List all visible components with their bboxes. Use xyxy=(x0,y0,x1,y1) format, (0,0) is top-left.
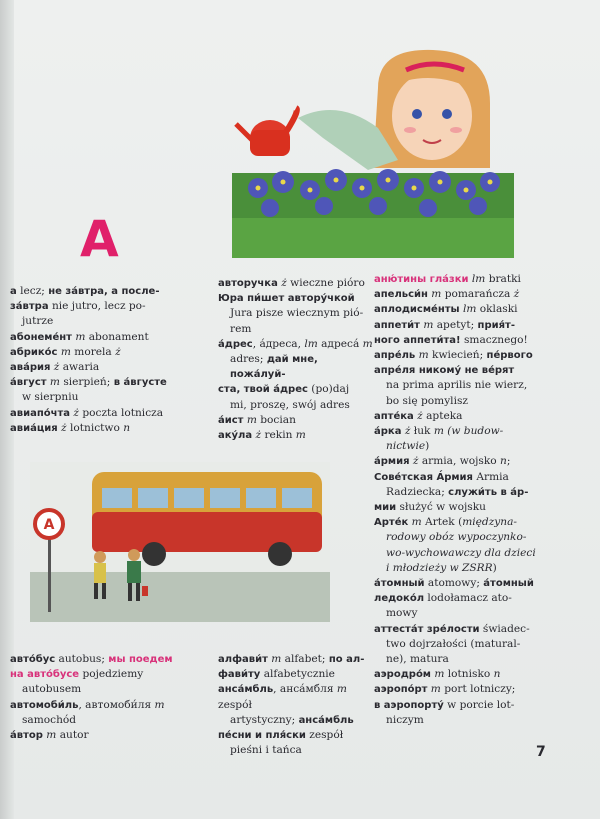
text-run: Арте́к xyxy=(374,517,409,529)
text-run: аэродро́м xyxy=(374,669,431,681)
dictionary-line xyxy=(374,713,574,728)
text-run: ного аппети́та! xyxy=(374,334,461,346)
girl-watering-flowers-illustration xyxy=(228,48,518,263)
text-run: świadec- xyxy=(479,622,530,635)
bus-stop-sign-letter: А xyxy=(43,517,55,533)
dictionary-line xyxy=(10,728,206,743)
text-run: аппети́т xyxy=(374,319,420,331)
text-run: m xyxy=(408,516,422,529)
text-run: адреса́ xyxy=(317,337,363,350)
text-run: а́томный xyxy=(483,578,534,590)
text-run: nie jutro, lecz po- xyxy=(48,300,146,313)
dictionary-line xyxy=(10,713,206,728)
text-run: m xyxy=(42,729,57,742)
text-run: а́вгуст xyxy=(10,377,47,389)
text-run: анса́мбль xyxy=(218,684,274,696)
dictionary-line xyxy=(218,382,376,397)
dictionary-line xyxy=(10,390,206,405)
text-run: в аэропорту́ xyxy=(374,699,444,711)
dictionary-line xyxy=(374,287,574,302)
text-run: аэропо́рт xyxy=(374,684,428,696)
text-run: abonament xyxy=(85,330,149,343)
text-run: pojedziemy xyxy=(79,668,144,681)
text-run: m xyxy=(427,683,441,696)
dictionary-line xyxy=(374,637,574,652)
text-run: ż xyxy=(70,406,79,419)
text-run: ) xyxy=(492,561,497,574)
text-run: rekin xyxy=(261,429,296,442)
text-run: Artek ( xyxy=(421,516,463,529)
text-run: lodołamacz ato- xyxy=(424,592,512,605)
text-run: autor xyxy=(56,729,89,742)
text-run: port lotniczy; xyxy=(440,683,516,696)
dictionary-line xyxy=(374,409,574,424)
dictionary-line xyxy=(10,299,206,314)
text-run: lm xyxy=(459,303,477,316)
dictionary-line xyxy=(218,337,376,352)
dictionary-line xyxy=(10,421,206,436)
text-run: m xyxy=(419,318,434,331)
dictionary-line xyxy=(218,413,376,428)
dictionary-line xyxy=(374,682,574,697)
text-run: апельси́н xyxy=(374,289,428,301)
text-run: а́втор xyxy=(10,730,43,742)
dictionary-line xyxy=(374,698,574,713)
bus-stop-illustration xyxy=(30,462,330,622)
text-run: zespół xyxy=(305,729,344,742)
text-run: sierpień; xyxy=(59,376,114,389)
text-run: абрико́с xyxy=(10,346,58,358)
text-run: Сове́тская А́рмия xyxy=(374,471,473,483)
text-run: Юра пи́шет автору́чкой xyxy=(218,293,355,305)
page-number: 7 xyxy=(536,744,546,760)
text-run: apteka xyxy=(422,409,463,422)
dictionary-line xyxy=(10,314,206,329)
text-run: ż xyxy=(401,425,411,438)
dictionary-line xyxy=(374,363,574,378)
column-2-lower xyxy=(218,652,376,758)
text-run: , автомоби́ля xyxy=(78,698,155,711)
dictionary-line xyxy=(374,622,574,637)
text-run: oklaski xyxy=(476,303,518,316)
text-run: ż xyxy=(409,455,419,468)
text-run: ава́рия xyxy=(10,362,51,374)
dictionary-line xyxy=(374,470,574,485)
dictionary-line xyxy=(10,284,206,299)
text-run: не за́втра, а после- xyxy=(48,286,160,297)
text-run: мии xyxy=(374,502,397,514)
text-run: а xyxy=(10,286,17,297)
text-run: m xyxy=(57,345,71,358)
text-run: ста, твой а́дрес xyxy=(218,384,308,396)
dictionary-line xyxy=(10,682,206,697)
column-3 xyxy=(374,272,574,728)
text-run: фави́ту xyxy=(218,669,261,681)
text-run: Radziecka; xyxy=(386,485,449,498)
dictionary-line xyxy=(10,330,206,345)
text-run: а́томный xyxy=(374,578,425,590)
text-run: (w budow- xyxy=(443,425,504,438)
text-run: апте́ка xyxy=(374,410,414,422)
dictionary-line xyxy=(374,394,574,409)
dictionary-line xyxy=(218,291,376,306)
text-run: анса́мбль xyxy=(298,714,354,726)
text-run: (po)daj xyxy=(307,383,350,396)
dictionary-line xyxy=(218,322,376,337)
text-run: rem xyxy=(230,322,252,335)
dictionary-line xyxy=(218,398,376,413)
text-run: ż xyxy=(115,345,121,358)
text-run: , анса́мбля xyxy=(273,683,337,696)
text-run: służyć w wojsku xyxy=(396,501,486,514)
text-run: авто́бус xyxy=(10,654,56,665)
dictionary-line xyxy=(10,360,206,375)
dictionary-line xyxy=(374,515,574,530)
dictionary-line xyxy=(374,561,574,576)
text-run: pomarańcza xyxy=(441,288,514,301)
text-run: ne), matura xyxy=(386,653,449,666)
text-run: авиапо́чта xyxy=(10,407,71,419)
dictionary-line xyxy=(218,713,376,728)
dictionary-line xyxy=(374,546,574,561)
text-run: пе́рвого xyxy=(486,350,533,362)
dictionary-line xyxy=(374,652,574,667)
dictionary-line xyxy=(218,682,376,712)
text-run: m xyxy=(154,698,165,711)
dictionary-line xyxy=(218,428,376,443)
text-run: Armia xyxy=(472,470,509,483)
dictionary-line xyxy=(374,424,574,439)
text-run: m xyxy=(267,653,282,665)
dictionary-line xyxy=(218,667,376,682)
text-run: авторучка xyxy=(218,278,278,289)
text-run: armia, wojsko xyxy=(418,455,501,468)
text-run: а́рка xyxy=(374,426,402,438)
text-run: апре́ля никому́ не ве́рят xyxy=(374,365,515,377)
text-run: алфави́т xyxy=(218,654,268,665)
dictionary-line xyxy=(374,530,574,545)
text-run: аню́тины гла́зки xyxy=(374,274,469,285)
text-run: аплодисме́нты xyxy=(374,304,460,316)
text-run: ż xyxy=(277,277,287,289)
text-run: bocian xyxy=(256,413,296,426)
text-run: m xyxy=(295,429,306,442)
text-run: в а́вгусте xyxy=(113,377,167,389)
text-run: mi, proszę, swój adres xyxy=(230,398,350,411)
text-run: Jura pisze wiecznym pió- xyxy=(230,307,364,320)
dictionary-line xyxy=(374,667,574,682)
text-run: i młodzieży w ZSRR xyxy=(386,561,493,574)
dictionary-line xyxy=(218,728,376,743)
dictionary-line xyxy=(374,302,574,317)
dictionary-line xyxy=(374,500,574,515)
text-run: artystyczny; xyxy=(230,713,299,726)
text-run: мы поедем xyxy=(108,654,173,665)
dictionary-line xyxy=(10,667,206,682)
text-run: n xyxy=(123,421,131,434)
text-run: пе́сни и пля́ски xyxy=(218,730,306,742)
dictionary-line xyxy=(374,454,574,469)
text-run: за́втра xyxy=(10,301,49,313)
dictionary-line xyxy=(218,352,376,382)
text-run: n xyxy=(500,455,507,468)
text-run: morela xyxy=(70,345,116,358)
text-run: zespół xyxy=(218,698,252,711)
text-run: w porcie lot- xyxy=(443,698,515,711)
text-run: samochód xyxy=(22,713,77,726)
text-run: прия́т- xyxy=(477,319,515,331)
dictionary-line xyxy=(218,306,376,321)
dictionary-line xyxy=(10,375,206,390)
dictionary-line xyxy=(10,652,206,667)
text-run: а́дрес xyxy=(218,338,253,350)
text-run: абонеме́нт xyxy=(10,331,72,343)
text-run: adres; xyxy=(230,353,267,366)
text-run: smacznego! xyxy=(460,333,528,346)
dictionary-line xyxy=(374,272,574,287)
dictionary-line xyxy=(374,485,574,500)
text-run: bratki xyxy=(485,273,521,285)
text-run: аку́ла xyxy=(218,430,253,442)
text-run: wo-wychowawczy dla dzieci xyxy=(386,546,536,559)
text-run: międzyna- xyxy=(462,516,517,529)
text-run: w sierpniu xyxy=(22,391,79,404)
text-run: na prima aprilis nie wierz, xyxy=(386,379,528,392)
text-run: lm xyxy=(304,337,318,350)
text-run: atomowy; xyxy=(424,577,484,590)
text-run: autobus; xyxy=(55,653,109,665)
dictionary-line xyxy=(374,576,574,591)
text-run: ż xyxy=(57,421,67,434)
dictionary-line xyxy=(374,606,574,621)
text-run: m xyxy=(427,288,442,301)
text-run: m xyxy=(433,425,444,438)
text-run: служи́ть в а́р- xyxy=(448,486,529,498)
dictionary-line xyxy=(374,333,574,348)
dictionary-line xyxy=(10,345,206,360)
text-run: m xyxy=(415,349,429,362)
text-run: lotnisko xyxy=(444,668,494,681)
text-run: на авто́бусе xyxy=(10,669,80,681)
text-run: а́ист xyxy=(218,414,244,426)
dictionary-line xyxy=(374,318,574,333)
dictionary-line xyxy=(10,406,206,421)
text-run: авиа́ция xyxy=(10,422,58,434)
dictionary-line xyxy=(218,276,376,291)
text-run: автомоби́ль xyxy=(10,699,79,711)
text-run: апре́ль xyxy=(374,350,416,362)
dictionary-line xyxy=(374,591,574,606)
text-run: alfabet; xyxy=(281,653,329,665)
text-run: а́рмия xyxy=(374,456,410,468)
dictionary-line xyxy=(374,348,574,363)
column-1-lower xyxy=(10,652,206,743)
dictionary-line xyxy=(374,439,574,454)
text-run: , а́дреса, xyxy=(252,337,305,350)
text-run: awaria xyxy=(59,361,100,374)
text-run: m xyxy=(362,337,373,350)
text-run: ż xyxy=(252,429,262,442)
text-run: autobusem xyxy=(22,683,82,696)
dictionary-line xyxy=(374,378,574,393)
text-run: alfabetycznie xyxy=(260,668,335,681)
text-run: apetyt; xyxy=(433,318,478,331)
text-run: lm xyxy=(468,273,486,285)
column-1 xyxy=(10,284,206,436)
text-run: poczta lotnicza xyxy=(78,406,164,419)
dictionary-line xyxy=(218,652,376,667)
text-run: bo się pomylisz xyxy=(386,394,468,407)
text-run: m xyxy=(430,668,445,681)
text-run: ) xyxy=(425,440,430,453)
text-run: m xyxy=(46,376,60,389)
column-2 xyxy=(218,276,376,443)
text-run: дай мне, пожа́луй- xyxy=(230,354,318,381)
text-run: łuk xyxy=(410,425,434,438)
text-run: pieśni i tańca xyxy=(230,744,302,757)
text-run: nictwie xyxy=(386,440,426,453)
text-run: по ал- xyxy=(328,654,365,665)
text-run: ż xyxy=(50,361,60,374)
text-run: jutrze xyxy=(22,315,54,328)
text-run: ż xyxy=(513,288,520,301)
text-run: lotnictwo xyxy=(66,421,124,434)
text-run: ледоко́л xyxy=(374,593,425,605)
text-run: m xyxy=(71,330,86,343)
text-run: niczym xyxy=(386,713,424,726)
text-run: аттеста́т зре́лости xyxy=(374,623,480,635)
text-run: mowy xyxy=(386,607,418,620)
text-run: m xyxy=(243,413,257,426)
text-run: two dojrzałości (matural- xyxy=(386,637,521,650)
text-run: lecz; xyxy=(16,285,49,297)
text-run: wieczne pióro xyxy=(286,277,365,289)
text-run: n xyxy=(493,668,501,681)
text-run: ż xyxy=(413,409,423,422)
section-letter: А xyxy=(80,210,119,268)
dictionary-line xyxy=(10,698,206,713)
dictionary-line xyxy=(218,743,376,758)
text-run: m xyxy=(336,683,347,696)
text-run: rodowy obóz wypoczynko- xyxy=(386,531,527,544)
text-run: kwiecień; xyxy=(428,349,487,362)
text-run: ; xyxy=(506,455,511,468)
